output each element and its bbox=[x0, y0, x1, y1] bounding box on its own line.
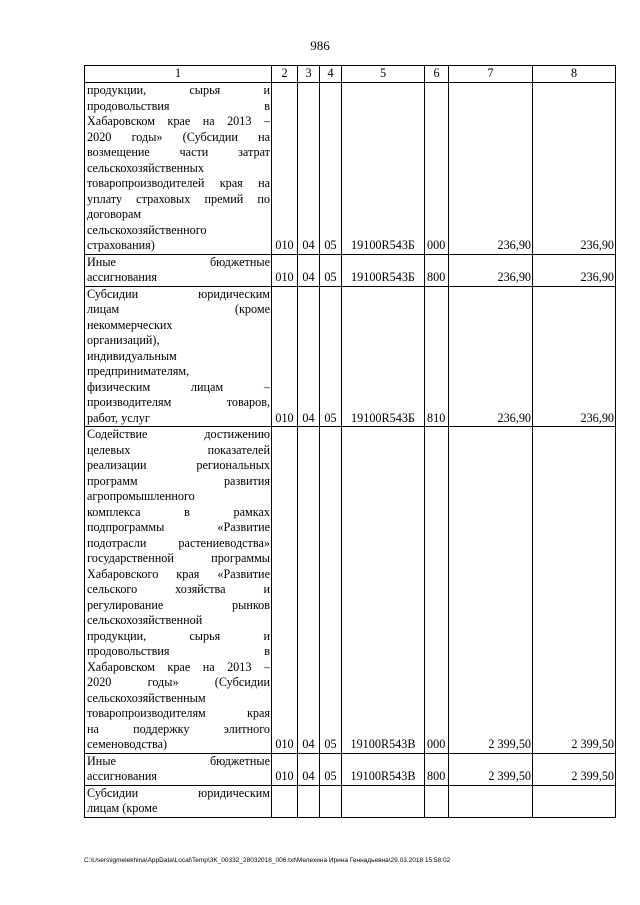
code-cell: 04 bbox=[298, 753, 320, 785]
code-cell: 010 bbox=[272, 254, 298, 286]
description-line: Субсидии юридическим bbox=[87, 286, 270, 301]
description-line: Хабаровском крае на 2013 – bbox=[87, 114, 270, 128]
row-description bbox=[85, 427, 272, 754]
table-row bbox=[85, 753, 616, 785]
description-line: страхования) bbox=[87, 238, 155, 252]
code-cell: 05 bbox=[320, 83, 342, 255]
code-cell bbox=[272, 785, 298, 817]
description-line: ассигнования bbox=[87, 270, 158, 284]
column-header: 7 bbox=[449, 66, 533, 83]
code-cell: 05 bbox=[320, 753, 342, 785]
budget-table bbox=[84, 65, 616, 818]
description-line: Субсидии юридическим bbox=[87, 785, 270, 800]
table-row bbox=[85, 254, 616, 286]
description-line: производителям товаров, bbox=[87, 395, 270, 409]
row-description bbox=[85, 286, 272, 427]
expense-type-cell: 000 bbox=[425, 427, 449, 754]
description-line: государственной программы bbox=[87, 551, 270, 565]
target-code-cell: 19100R543Б bbox=[342, 286, 425, 427]
description-line: на поддержку элитного bbox=[87, 721, 270, 736]
description-line: регулирование рынков bbox=[87, 597, 270, 612]
row-description bbox=[85, 254, 272, 286]
code-cell: 04 bbox=[298, 286, 320, 427]
description-line: Хабаровского края «Развитие bbox=[87, 566, 270, 581]
description-line: товаропроизводителям края bbox=[87, 706, 270, 720]
row-description bbox=[85, 83, 272, 255]
table-row bbox=[85, 785, 616, 817]
column-header: 2 bbox=[272, 66, 298, 83]
code-cell: 04 bbox=[298, 83, 320, 255]
amount-cell: 236,90 bbox=[533, 254, 616, 286]
code-cell: 010 bbox=[272, 286, 298, 427]
description-line: ассигнования bbox=[87, 769, 158, 783]
code-cell: 04 bbox=[298, 254, 320, 286]
code-cell bbox=[298, 785, 320, 817]
target-code-cell: 19100R543В bbox=[342, 753, 425, 785]
code-cell: 010 bbox=[272, 427, 298, 754]
target-code-cell: 19100R543В bbox=[342, 427, 425, 754]
code-cell: 05 bbox=[320, 286, 342, 427]
column-header: 8 bbox=[533, 66, 616, 83]
description-line: подпрограммы «Развитие bbox=[87, 520, 270, 534]
description-line: подотрасли растениеводства» bbox=[87, 535, 270, 550]
column-header: 4 bbox=[320, 66, 342, 83]
description-line: организаций), bbox=[87, 333, 160, 347]
description-line: Иные бюджетные bbox=[87, 254, 270, 269]
code-cell: 010 bbox=[272, 753, 298, 785]
table-row bbox=[85, 83, 616, 255]
column-header: 6 bbox=[425, 66, 449, 83]
description-line: индивидуальным bbox=[87, 348, 177, 363]
description-line: продовольствия в bbox=[87, 644, 270, 658]
description-line: некоммерческих bbox=[87, 317, 173, 332]
expense-type-cell: 810 bbox=[425, 286, 449, 427]
code-cell: 05 bbox=[320, 254, 342, 286]
description-line: договорам bbox=[87, 207, 142, 221]
description-line: 2020 годы» (Субсидии на bbox=[87, 129, 270, 144]
description-line: предпринимателям, bbox=[87, 364, 190, 378]
description-line: Хабаровском крае на 2013 – bbox=[87, 659, 270, 674]
amount-cell: 236,90 bbox=[533, 83, 616, 255]
column-header: 5 bbox=[342, 66, 425, 83]
expense-type-cell: 800 bbox=[425, 254, 449, 286]
target-code-cell: 19100R543Б bbox=[342, 254, 425, 286]
table-row bbox=[85, 286, 616, 427]
target-code-cell bbox=[342, 785, 425, 817]
amount-cell: 2 399,50 bbox=[533, 427, 616, 754]
table-row bbox=[85, 427, 616, 754]
column-header: 3 bbox=[298, 66, 320, 83]
description-line: сельскохозяйственного bbox=[87, 222, 207, 237]
code-cell: 010 bbox=[272, 83, 298, 255]
description-line: продукции, сырья и bbox=[87, 83, 270, 97]
amount-cell bbox=[533, 785, 616, 817]
description-line: сельскохозяйственных bbox=[87, 160, 204, 175]
code-cell: 04 bbox=[298, 427, 320, 754]
description-line: реализации региональных bbox=[87, 458, 270, 472]
description-line: продукции, сырья и bbox=[87, 628, 270, 643]
row-description bbox=[85, 785, 272, 817]
code-cell bbox=[320, 785, 342, 817]
amount-cell: 2 399,50 bbox=[449, 753, 533, 785]
expense-type-cell: 800 bbox=[425, 753, 449, 785]
description-line: агропромышленного bbox=[87, 489, 195, 503]
amount-cell: 2 399,50 bbox=[449, 427, 533, 754]
row-description bbox=[85, 753, 272, 785]
file-path-footer: C:\Users\igmelekhina\AppData\Local\Temp\3K_00332_28032018_006.txt\Мелехина Ирина Геннадьевна\29.03.2018 15:58:02 bbox=[84, 857, 451, 864]
description-line: семеноводства) bbox=[87, 737, 168, 751]
description-line: работ, услуг bbox=[87, 410, 150, 425]
amount-cell bbox=[449, 785, 533, 817]
description-line: лицам (кроме bbox=[87, 302, 270, 316]
description-line: уплату страховых премий по bbox=[87, 191, 270, 206]
description-line: Содействие достижению bbox=[87, 427, 270, 441]
expense-type-cell bbox=[425, 785, 449, 817]
target-code-cell: 19100R543Б bbox=[342, 83, 425, 255]
amount-cell: 236,90 bbox=[533, 286, 616, 427]
description-line: товаропроизводителей края на bbox=[87, 176, 270, 190]
code-cell: 05 bbox=[320, 427, 342, 754]
description-line: сельского хозяйства и bbox=[87, 582, 270, 596]
amount-cell: 236,90 bbox=[449, 83, 533, 255]
description-line: физическим лицам – bbox=[87, 379, 270, 394]
description-line: возмещение части затрат bbox=[87, 145, 270, 159]
description-line: Иные бюджетные bbox=[87, 753, 270, 768]
description-line: целевых показателей bbox=[87, 442, 270, 457]
column-header: 1 bbox=[85, 66, 272, 83]
description-line: продовольствия в bbox=[87, 98, 270, 113]
amount-cell: 2 399,50 bbox=[533, 753, 616, 785]
description-line: сельскохозяйственным bbox=[87, 690, 206, 705]
amount-cell: 236,90 bbox=[449, 286, 533, 427]
description-line: комплекса в рамках bbox=[87, 504, 270, 519]
description-line: 2020 годы» (Субсидии bbox=[87, 675, 270, 689]
description-line: сельскохозяйственной bbox=[87, 613, 203, 627]
header-row bbox=[85, 66, 616, 83]
description-line: лицам (кроме bbox=[87, 801, 158, 815]
expense-type-cell: 000 bbox=[425, 83, 449, 255]
page-number: 986 bbox=[310, 38, 330, 53]
description-line: программ развития bbox=[87, 473, 270, 488]
amount-cell: 236,90 bbox=[449, 254, 533, 286]
